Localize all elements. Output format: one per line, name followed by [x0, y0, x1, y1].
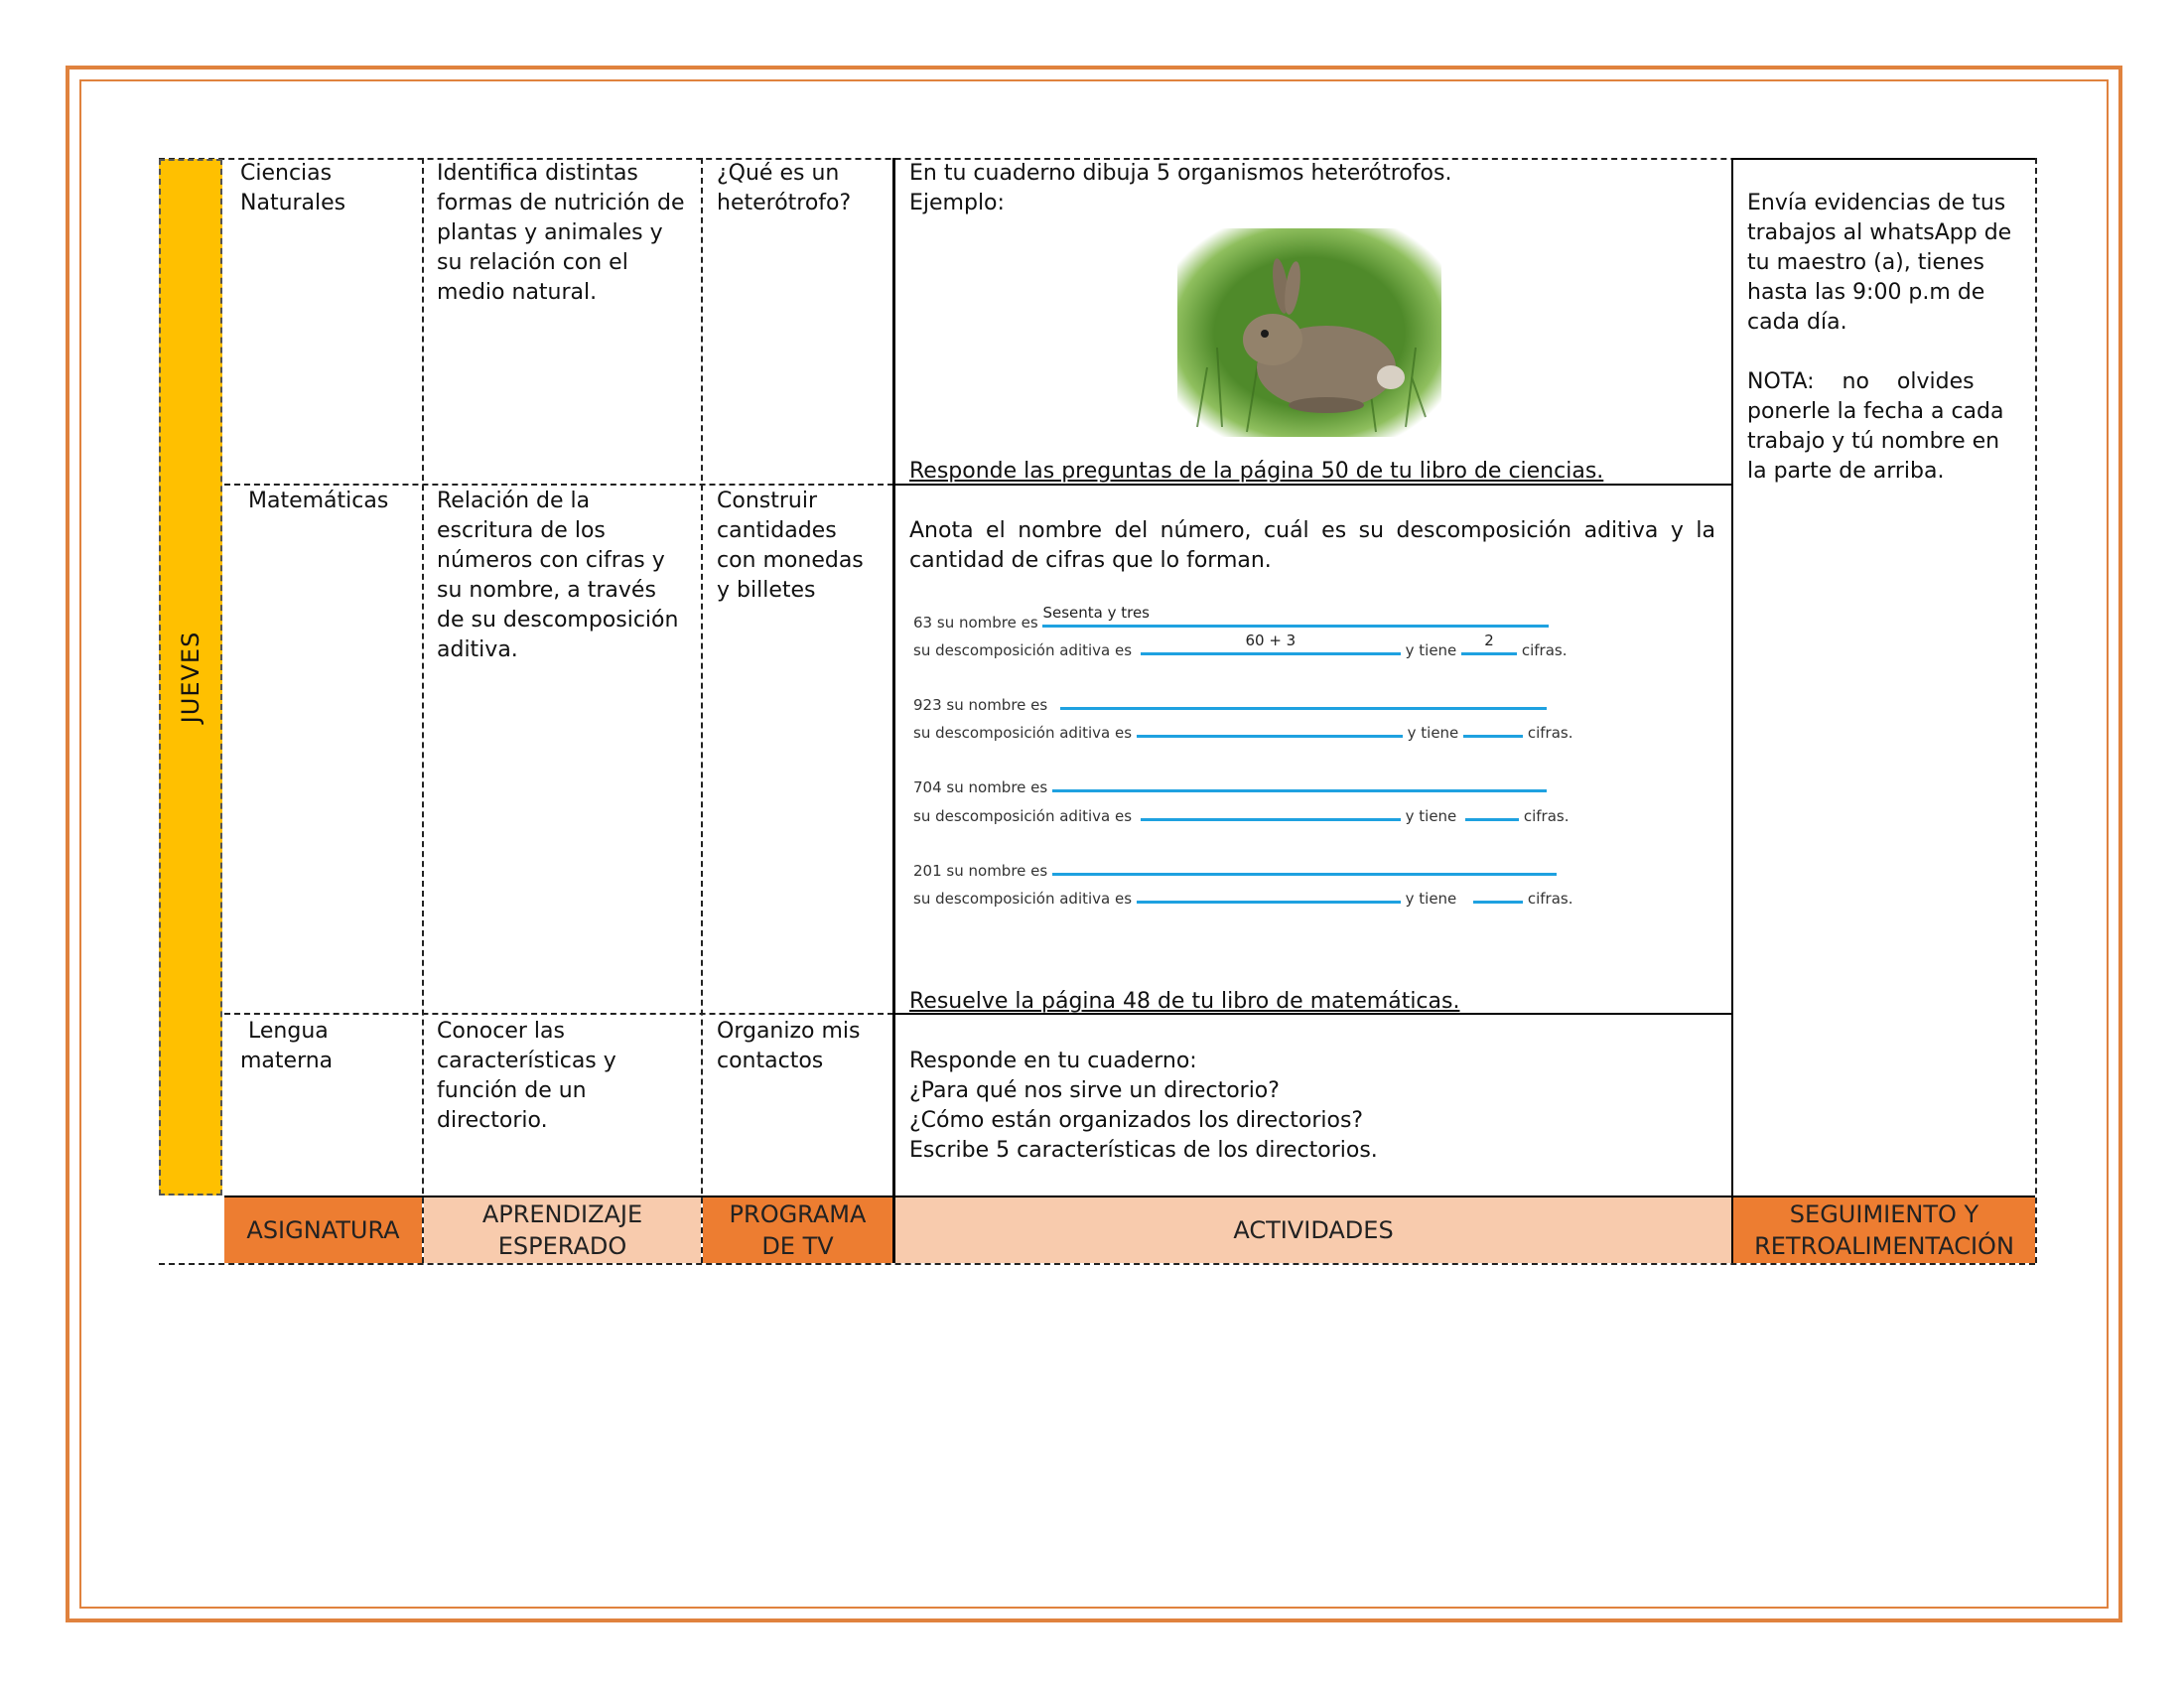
activity-text: ¿Para qué nos sirve un directorio?	[909, 1078, 1280, 1103]
name-answer: Sesenta y tres	[1042, 604, 1151, 622]
learning-line: plantas y animales y	[437, 220, 663, 245]
subject-lengua	[240, 1017, 419, 1076]
learning-line: Conocer las	[437, 1019, 565, 1044]
follow-up-note-line: la parte de arriba.	[1747, 459, 1945, 484]
subject-line: materna	[240, 1049, 334, 1073]
worksheet-label: y tiene	[1405, 807, 1457, 825]
learning-line: formas de nutrición de	[437, 191, 685, 215]
program-line: con monedas	[717, 548, 864, 573]
followup-top-line	[1733, 158, 2035, 160]
worksheet-number: 63	[913, 614, 933, 632]
learning-line: aditiva.	[437, 637, 518, 662]
header-label: APRENDIZAJE	[481, 1200, 643, 1228]
subject-line: Ciencias	[240, 161, 333, 186]
col-divider-2	[701, 158, 703, 1263]
activity-text: En tu cuaderno dibuja 5 organismos heterótrofos.	[909, 161, 1452, 186]
follow-up-line: Envía evidencias de tus	[1747, 191, 2006, 215]
header-label: RETROALIMENTACIÓN	[1754, 1232, 2014, 1260]
program-line: heterótrofo?	[717, 191, 852, 215]
program-line: cantidades	[717, 518, 837, 543]
program-lengua	[717, 1017, 890, 1076]
worksheet-label: cifras.	[1523, 807, 1570, 825]
activity-text: Ejemplo:	[909, 191, 1005, 215]
header-label: ACTIVIDADES	[1233, 1216, 1394, 1244]
decomp-blank[interactable]	[1141, 818, 1401, 821]
worksheet-label: cifras.	[1527, 724, 1573, 742]
worksheet-label: y tiene	[1405, 890, 1457, 908]
follow-up-line: trabajos al whatsApp de	[1747, 220, 2012, 245]
header-asignatura	[224, 1197, 422, 1263]
follow-up-note-line: ponerle la fecha a cada	[1747, 399, 2004, 424]
learning-line: números con cifras y	[437, 548, 665, 573]
header-label: SEGUIMIENTO Y	[1789, 1200, 1979, 1228]
program-line: y billetes	[717, 578, 816, 603]
header-seguimiento	[1733, 1197, 2035, 1263]
worksheet-decomp-row	[913, 890, 1573, 908]
subject-line: Naturales	[240, 191, 346, 215]
learning-line: medio natural.	[437, 280, 598, 305]
day-label: JUEVES	[177, 631, 205, 724]
header-label: DE TV	[761, 1232, 834, 1260]
header-aprendizaje	[424, 1197, 701, 1263]
rabbit-photo	[1177, 228, 1441, 437]
col-divider-1	[422, 158, 424, 1263]
learning-line: características y	[437, 1049, 616, 1073]
learning-line: Identifica distintas	[437, 161, 638, 186]
worksheet-name-row	[913, 604, 1549, 632]
name-blank[interactable]	[1060, 707, 1547, 710]
learning-lengua	[437, 1017, 697, 1136]
worksheet-label: su nombre es	[936, 614, 1038, 632]
activity-text: ¿Cómo están organizados los directorios?	[909, 1108, 1364, 1133]
worksheet-label: y tiene	[1407, 724, 1459, 742]
decomp-blank[interactable]	[1137, 901, 1401, 904]
subject-ciencias	[240, 159, 419, 218]
program-line: Construir	[717, 489, 817, 513]
learning-line: su relación con el	[437, 250, 628, 275]
activity-ciencias-footer: Responde las preguntas de la página 50 de tu libro de ciencias.	[909, 459, 1604, 484]
header-programa	[703, 1197, 892, 1263]
activity-text: Escribe 5 características de los directorios.	[909, 1138, 1378, 1163]
worksheet-label: su nombre es	[946, 862, 1048, 880]
learning-line: función de un	[437, 1078, 587, 1103]
worksheet-name-row	[913, 862, 1557, 880]
col-divider-4	[1731, 158, 1733, 1263]
follow-up-text	[1747, 189, 2025, 487]
program-line: ¿Qué es un	[717, 161, 840, 186]
decomp-blank[interactable]	[1137, 735, 1403, 738]
subject-matematicas	[248, 487, 417, 516]
worksheet-decomp-row	[913, 724, 1573, 742]
decomp-answer: 60 + 3	[1245, 632, 1297, 649]
worksheet-label: y tiene	[1405, 641, 1457, 659]
program-line: Organizo mis	[717, 1019, 861, 1044]
name-blank[interactable]	[1052, 873, 1557, 876]
digits-blank[interactable]	[1461, 632, 1517, 655]
name-blank[interactable]	[1042, 604, 1549, 628]
digits-blank[interactable]	[1465, 818, 1519, 821]
worksheet-number: 201	[913, 862, 942, 880]
subject-line: Lengua	[248, 1019, 329, 1044]
program-ciencias	[717, 159, 890, 218]
worksheet-number: 704	[913, 778, 942, 796]
activity-ciencias	[909, 159, 1723, 218]
worksheet-label: cifras.	[1521, 641, 1568, 659]
worksheet-label: su descomposición aditiva es	[913, 890, 1133, 908]
follow-up-line: hasta las 9:00 p.m de	[1747, 280, 1985, 305]
worksheet-decomp-row	[913, 807, 1570, 825]
learning-matematicas	[437, 487, 697, 665]
decomp-blank[interactable]	[1141, 632, 1401, 655]
table-bottom-border	[159, 1263, 2035, 1265]
worksheet-name-row	[913, 778, 1547, 796]
program-matematicas	[717, 487, 890, 606]
subject-line: Matemáticas	[248, 489, 389, 513]
table-right-border	[2035, 158, 2037, 1263]
worksheet-number: 923	[913, 696, 942, 714]
digits-blank[interactable]	[1463, 735, 1523, 738]
digits-answer: 2	[1484, 632, 1494, 649]
worksheet-label: su descomposición aditiva es	[913, 641, 1133, 659]
learning-line: de su descomposición	[437, 608, 679, 633]
follow-up-line: cada día.	[1747, 310, 1847, 335]
header-label: PROGRAMA	[729, 1200, 867, 1228]
header-label: ASIGNATURA	[246, 1216, 400, 1244]
learning-line: Relación de la	[437, 489, 591, 513]
activity-matematicas	[909, 516, 1715, 576]
learning-line: directorio.	[437, 1108, 548, 1133]
learning-ciencias	[437, 159, 697, 308]
worksheet-label: su descomposición aditiva es	[913, 807, 1133, 825]
program-line: contactos	[717, 1049, 824, 1073]
worksheet-decomp-row	[913, 632, 1568, 659]
activity-text: Anota el nombre del número, cuál es su descomposición aditiva y la	[909, 518, 1715, 543]
follow-up-line: tu maestro (a), tienes	[1747, 250, 1984, 275]
day-column	[159, 159, 222, 1196]
learning-line: escritura de los	[437, 518, 606, 543]
activity-text: Responde en tu cuaderno:	[909, 1049, 1197, 1073]
col-divider-3	[892, 158, 895, 1263]
header-actividades	[895, 1197, 1731, 1263]
worksheet-label: su descomposición aditiva es	[913, 724, 1133, 742]
activity-text: cantidad de cifras que lo forman.	[909, 548, 1272, 573]
worksheet-label: cifras.	[1527, 890, 1573, 908]
learning-line: su nombre, a través	[437, 578, 656, 603]
follow-up-note-line: trabajo y tú nombre en	[1747, 429, 2000, 454]
row-divider-2-left	[224, 1013, 893, 1015]
worksheet-label: su nombre es	[946, 778, 1048, 796]
worksheet-name-row	[913, 696, 1547, 714]
activity-matematicas-footer: Resuelve la página 48 de tu libro de matemáticas.	[909, 989, 1460, 1014]
worksheet-label: su nombre es	[946, 696, 1048, 714]
activity-lengua	[909, 1047, 1723, 1166]
digits-blank[interactable]	[1473, 901, 1523, 904]
name-blank[interactable]	[1052, 789, 1547, 792]
header-label: ESPERADO	[497, 1232, 627, 1260]
row-divider-1-left	[224, 484, 893, 486]
follow-up-note-line: NOTA: no olvides	[1747, 369, 1975, 394]
